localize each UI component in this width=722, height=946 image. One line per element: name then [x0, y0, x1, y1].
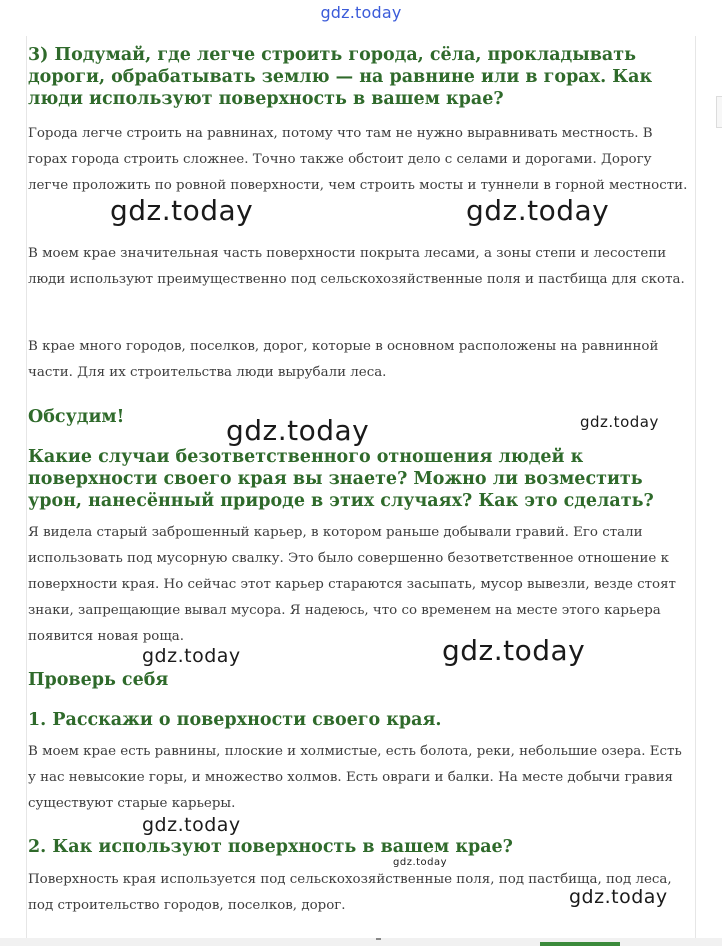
bottom-green-button[interactable] [540, 942, 620, 946]
watermark: gdz.today [580, 413, 659, 431]
bottom-marker [376, 938, 381, 940]
bottom-bar [0, 938, 722, 946]
watermark: gdz.today [569, 886, 668, 908]
check-answer-1: В моем крае есть равнины, плоские и холмистые, есть болота, реки, небольшие озера. Есть у нас невысокие горы, и множество холмов. Есть овраги и балки. На месте добычи гравия существуют старые карьеры. [28, 744, 682, 811]
site-brand-link[interactable]: gdz.today [320, 3, 402, 22]
q3-paragraph-1: Города легче строить на равнинах, потому что там не нужно выравнивать местность. В горах города строить сложнее. Точно также обстоит дело с селами и дорогами. Дорогу легче проложить по ровной поверхности, чем строить мосты и туннели в горной местности. [28, 126, 688, 193]
top-banner [0, 0, 722, 36]
q3-title: 3) Подумай, где легче строить города, сёла, прокладывать дороги, обрабатывать землю — на равнине или в горах. Как люди используют поверхность в вашем крае? [28, 45, 653, 109]
check-question-2: 2. Как используют поверхность в вашем крае? [28, 837, 513, 857]
watermark: gdz.today [142, 814, 241, 836]
watermark: gdz.today [466, 194, 610, 227]
discuss-answer: Я видела старый заброшенный карьер, в котором раньше добывали гравий. Его стали использовать под мусорную свалку. Это было совершенно безответственное отношение к поверхности края. Но сейчас этот карьер стараются засыпать, мусор вывезли, везде стоят знаки, запрещающие вывал мусора. Я надеюсь, что со временем на месте этого карьера появится новая роща. [28, 525, 676, 644]
discuss-title: Обсудим! [28, 407, 125, 427]
check-answer-2: Поверхность края используется под сельскохозяйственные поля, под пастбища, под леса, под строительство городов, поселков, дорог. [28, 872, 672, 913]
watermark: gdz.today [393, 857, 448, 868]
watermark: gdz.today [442, 634, 586, 667]
discuss-question: Какие случаи безответственного отношения людей к поверхности своего края вы знаете? Можно ли возместить урон, нанесённый природе в этих случаях? Как это сделать? [28, 447, 654, 511]
watermark: gdz.today [142, 645, 241, 667]
q3-paragraph-2: В моем крае значительная часть поверхности покрыта лесами, а зоны степи и лесостепи люди используют преимущественно под сельскохозяйственные поля и пастбища для скота. [28, 246, 685, 287]
watermark: gdz.today [110, 194, 254, 227]
check-question-1: 1. Расскажи о поверхности своего края. [28, 710, 442, 730]
q3-paragraph-3: В крае много городов, поселков, дорог, которые в основном расположены на равнинной части. Для их строительства люди вырубали леса. [28, 339, 659, 380]
watermark: gdz.today [226, 414, 370, 447]
check-title: Проверь себя [28, 670, 169, 690]
side-tab[interactable] [716, 96, 722, 128]
